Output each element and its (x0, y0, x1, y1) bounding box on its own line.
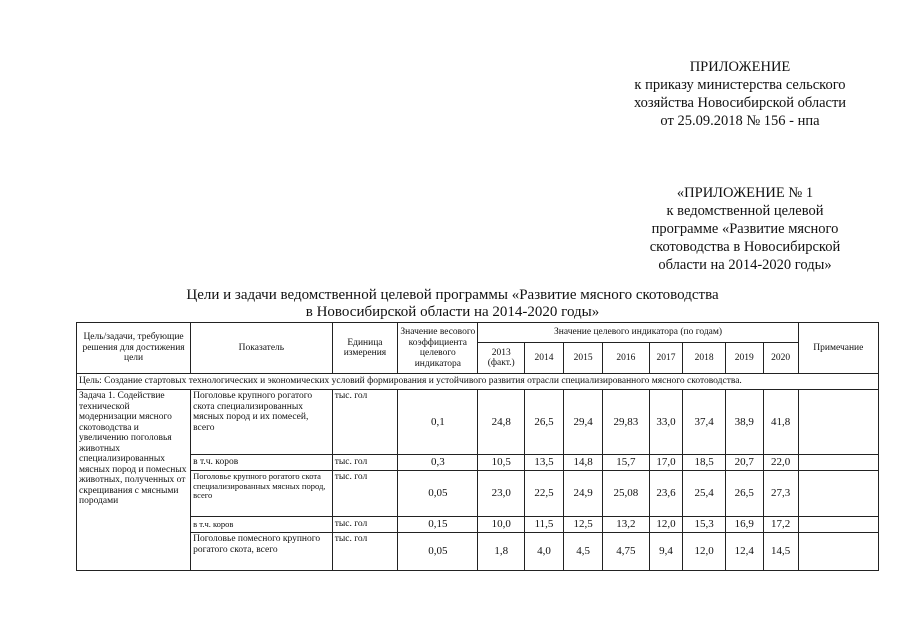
title-line: Цели и задачи ведомственной целевой программы «Развитие мясного скотоводства (186, 287, 719, 303)
indicator-cell: Поголовье крупного рогатого скота специализированных мясных пород и их помесей, всего (191, 390, 333, 455)
header-line: от 25.09.2018 № 156 - нпа (660, 113, 820, 129)
value-cell: 26,5 (725, 471, 763, 517)
value-cell: 27,3 (763, 471, 798, 517)
value-cell: 4,75 (603, 533, 649, 571)
title-line: в Новосибирской области на 2014-2020 годы» (305, 304, 600, 320)
value-cell: 17,2 (763, 517, 798, 533)
note-cell (798, 390, 878, 455)
header-values-group: Значение целевого индикатора (по годам) (478, 323, 798, 343)
weight-cell: 0,3 (398, 455, 478, 471)
header-unit: Единица измерения (332, 323, 398, 374)
value-cell: 20,7 (725, 455, 763, 471)
value-cell: 15,3 (683, 517, 725, 533)
weight-cell: 0,05 (398, 471, 478, 517)
header-year: 2017 (649, 343, 683, 374)
value-cell: 22,0 (763, 455, 798, 471)
value-cell: 4,5 (564, 533, 603, 571)
value-cell: 41,8 (763, 390, 798, 455)
note-cell (798, 455, 878, 471)
header-year: 2020 (763, 343, 798, 374)
header-line: «ПРИЛОЖЕНИЕ № 1 (676, 185, 814, 201)
header-note: Примечание (798, 323, 878, 374)
value-cell: 11,5 (524, 517, 563, 533)
value-cell: 13,2 (603, 517, 649, 533)
header-line: области на 2014-2020 годы» (658, 257, 832, 273)
value-cell: 10,5 (478, 455, 524, 471)
value-cell: 29,4 (564, 390, 603, 455)
header-line: к приказу министерства сельского (634, 77, 846, 93)
value-cell: 12,0 (649, 517, 683, 533)
value-cell: 12,4 (725, 533, 763, 571)
note-cell (798, 471, 878, 517)
header-year: 2015 (564, 343, 603, 374)
value-cell: 10,0 (478, 517, 524, 533)
weight-cell: 0,05 (398, 533, 478, 571)
order-annex-header (620, 58, 860, 130)
value-cell: 26,5 (524, 390, 563, 455)
value-cell: 18,5 (683, 455, 725, 471)
header-line: ПРИЛОЖЕНИЕ (689, 59, 791, 75)
value-cell: 38,9 (725, 390, 763, 455)
value-cell: 25,08 (603, 471, 649, 517)
weight-cell: 0,1 (398, 390, 478, 455)
task-1-cell: Задача 1. Содействие технической модернизации мясного скотоводства и увеличению поголовья животных специализированных мясных пород и помесных животных, полученных от скрещивания с мясными породами (77, 390, 191, 571)
header-year: 2019 (725, 343, 763, 374)
goals-table (76, 322, 879, 571)
program-annex-header (630, 184, 860, 274)
unit-cell: тыс. гол (332, 471, 398, 517)
value-cell: 12,0 (683, 533, 725, 571)
header-line: к ведомственной целевой (666, 203, 824, 219)
value-cell: 16,9 (725, 517, 763, 533)
header-line: хозяйства Новосибирской области (633, 95, 847, 111)
value-cell: 17,0 (649, 455, 683, 471)
value-cell: 22,5 (524, 471, 563, 517)
header-year: 2014 (524, 343, 563, 374)
header-indicator: Показатель (191, 323, 333, 374)
indicator-cell: в т.ч. коров (191, 517, 333, 533)
unit-cell: тыс. гол (332, 533, 398, 571)
weight-cell: 0,15 (398, 517, 478, 533)
unit-cell: тыс. гол (332, 455, 398, 471)
note-cell (798, 533, 878, 571)
value-cell: 24,9 (564, 471, 603, 517)
value-cell: 4,0 (524, 533, 563, 571)
header-year: 2018 (683, 343, 725, 374)
header-line: скотоводства в Новосибирской (649, 239, 841, 255)
unit-cell: тыс. гол (332, 517, 398, 533)
unit-cell: тыс. гол (332, 390, 398, 455)
value-cell: 14,5 (763, 533, 798, 571)
value-cell: 13,5 (524, 455, 563, 471)
value-cell: 24,8 (478, 390, 524, 455)
indicator-cell: Поголовье помесного крупного рогатого скота, всего (191, 533, 333, 571)
value-cell: 23,0 (478, 471, 524, 517)
header-line: программе «Развитие мясного (651, 221, 839, 237)
indicator-cell: в т.ч. коров (191, 455, 333, 471)
value-cell: 29,83 (603, 390, 649, 455)
value-cell: 25,4 (683, 471, 725, 517)
header-weight: Значение весового коэффициента целевого индикатора (398, 323, 478, 374)
header-year: 2013 (факт.) (478, 343, 524, 374)
goal-row: Цель: Создание стартовых технологических и экономических условий формирования и устойчивого развития отрасли специализированного мясного скотоводства. (77, 374, 879, 390)
header-goal-column: Цель/задачи, требующие решения для достижения цели (77, 323, 191, 374)
value-cell: 37,4 (683, 390, 725, 455)
value-cell: 33,0 (649, 390, 683, 455)
value-cell: 12,5 (564, 517, 603, 533)
value-cell: 15,7 (603, 455, 649, 471)
indicator-cell: Поголовье крупного рогатого скота специализированных мясных пород, всего (191, 471, 333, 517)
value-cell: 23,6 (649, 471, 683, 517)
note-cell (798, 517, 878, 533)
value-cell: 14,8 (564, 455, 603, 471)
document-title (0, 287, 905, 321)
header-year: 2016 (603, 343, 649, 374)
value-cell: 1,8 (478, 533, 524, 571)
value-cell: 9,4 (649, 533, 683, 571)
